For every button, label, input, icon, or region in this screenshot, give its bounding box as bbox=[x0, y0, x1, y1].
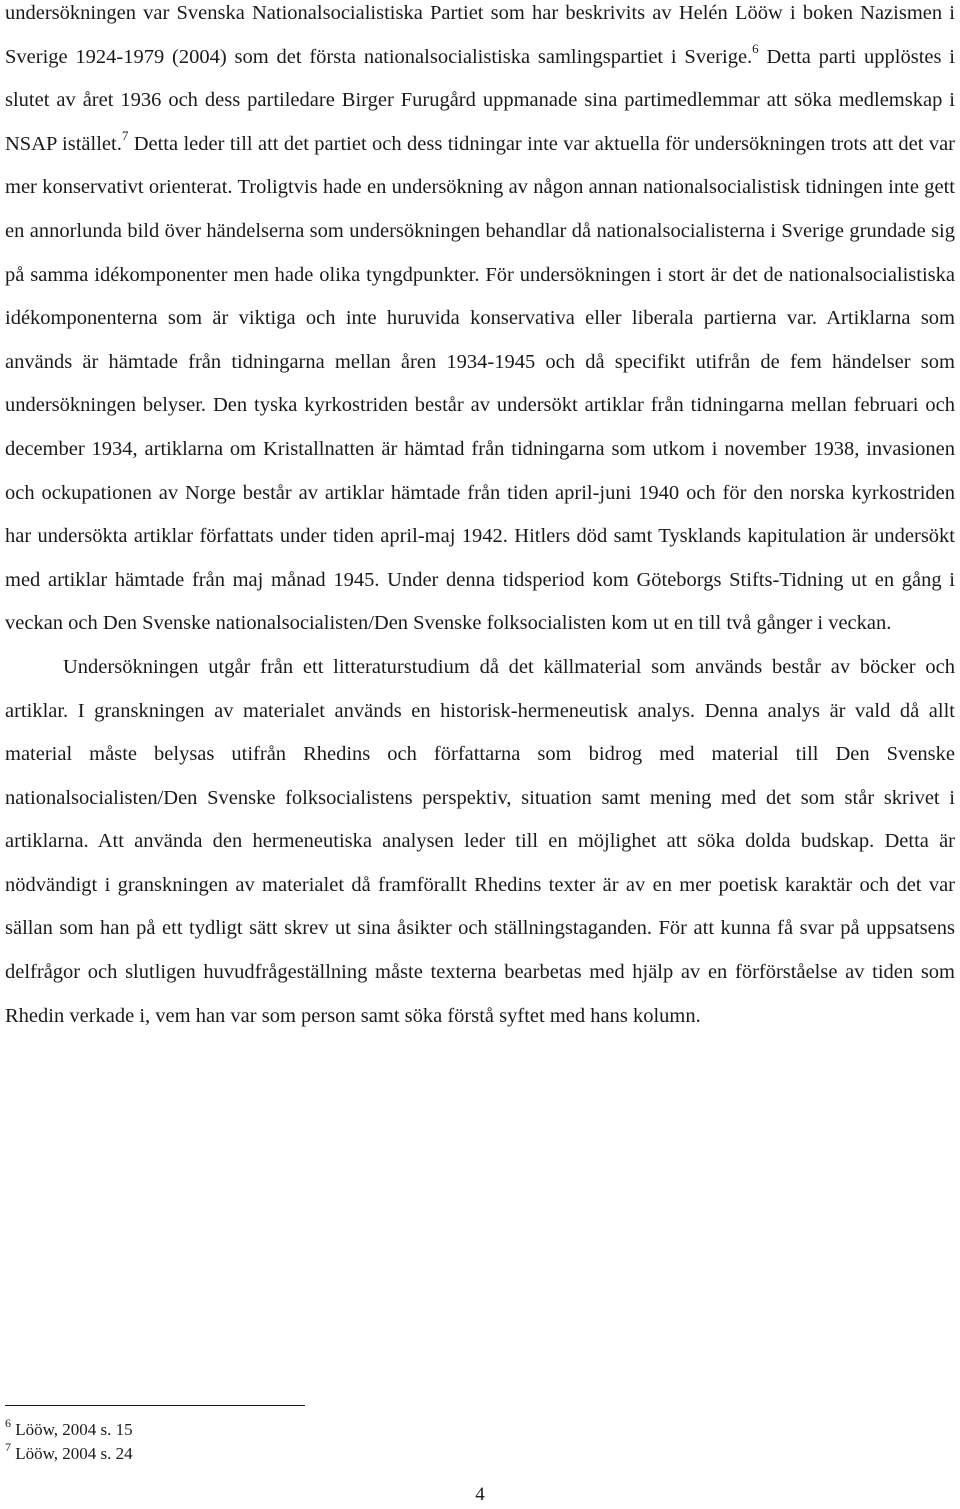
footnote-divider bbox=[5, 1405, 305, 1406]
footnote-number: 7 bbox=[5, 1440, 11, 1455]
paragraph-text: Detta parti upplöstes i slutet av året 1936 och dess partiledare Birger Furugård uppmanade sina partimedlemmar att söka medlemskap i NSAP istället. bbox=[5, 45, 955, 155]
paragraph-text: undersökningen var Svenska Nationalsocialistiska Partiet som har beskrivits av Helén Lööw i boken Nazismen i Sverige 1924-1979 (2004) som det första nationalsocialistiska samlingspartiet i Sverige. bbox=[5, 2, 955, 68]
body-paragraph-2: Undersökningen utgår från ett litteraturstudium då det källmaterial som används består av böcker och artiklar. I granskningen av materialet används en historisk-hermeneutisk analys. Denna analys är vald då allt material måste belysas utifrån Rhedins och författarna som bidrog med material till Den Svenske nationalsocialisten/Den Svenske folksocialistens perspektiv, situation samt mening med det som står skrivet i artiklarna. Att använda den hermeneutiska analysen leder till en möjlighet att söka dolda budskap. Detta är nödvändigt i granskningen av materialet då framförallt Rhedins texter är av en mer poetisk karaktär och det var sällan som han på ett tydligt sätt skrev ut sina åsikter och ställningstaganden. För att kunna få svar på uppsatsens delfrågor och slutligen huvudfrågeställning måste texterna bearbetas med hjälp av en förförståelse av tiden som Rhedin verkade i, vem han var som person samt söka förstå syftet med hans kolumn. bbox=[5, 655, 955, 1027]
footnote-item bbox=[5, 1442, 133, 1466]
page-number: 4 bbox=[475, 1484, 485, 1505]
footnote-text: Lööw, 2004 s. 24 bbox=[11, 1444, 133, 1463]
footnote-number: 6 bbox=[5, 1416, 11, 1431]
footnote-reference-7[interactable]: 7 bbox=[121, 127, 129, 143]
footnotes bbox=[5, 1418, 133, 1466]
body-paragraph-1 bbox=[5, 0, 955, 646]
paragraph-text: Detta leder till att det partiet och dess tidningar inte var aktuella för undersökningen trots att det var mer konservativt orienterat. Troligtvis hade en undersökning av någon annan nationalsocialistisk tidningen inte gett en annorlunda bild över händelserna som undersökningen behandlar då nationalsocialisterna i Sverige grundade sig på samma idékomponenter men hade olika tyngdpunkter. För undersökningen i stort är det de nationalsocialistiska idékomponenterna som är viktiga och inte huruvida konservativa eller liberala partierna var. Artiklarna som används är hämtade från tidningarna mellan åren 1934-1945 och då specifikt utifrån de fem händelser som undersökningen belyser. Den tyska kyrkostriden består av undersökt artiklar från tidningarna mellan februari och december 1934, artiklarna om Kristallnatten är hämtad från tidningarna som utkom i november 1938, invasionen och ockupationen av Norge består av artiklar hämtade från tiden april-juni 1940 och för den norska kyrkostriden har undersökta artiklar författats under tiden april-maj 1942. Hitlers död samt Tysklands kapitulation är undersökt med artiklar hämtade från maj månad 1945. Under denna tidsperiod kom Göteborgs Stifts-Tidning ut en gång i veckan och Den Svenske nationalsocialisten/Den Svenske folksocialisten kom ut en till två gånger i veckan. bbox=[5, 132, 956, 635]
footnote-text: Lööw, 2004 s. 15 bbox=[11, 1420, 133, 1439]
document-page bbox=[5, 0, 955, 1038]
footnote-reference-6[interactable]: 6 bbox=[752, 40, 759, 56]
footnote-item bbox=[5, 1418, 133, 1442]
